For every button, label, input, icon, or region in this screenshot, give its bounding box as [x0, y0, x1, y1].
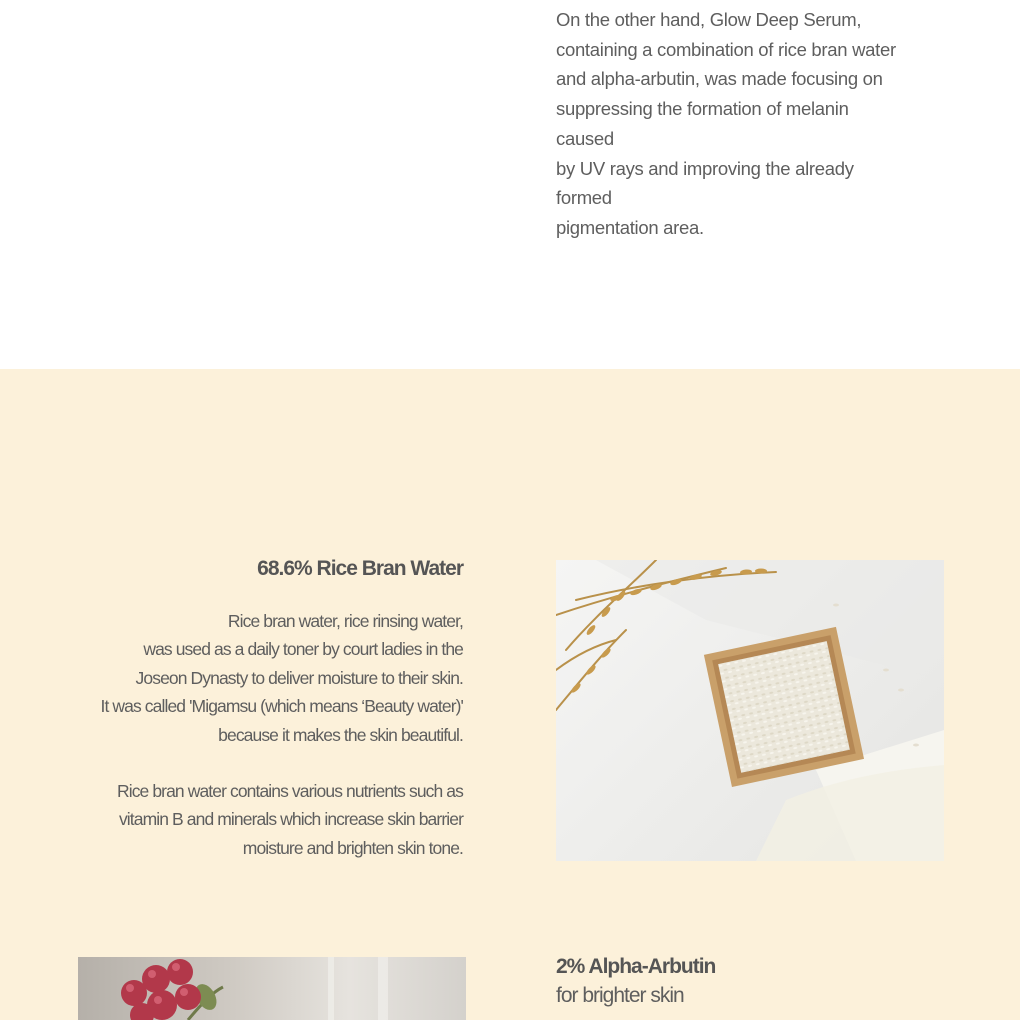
intro-line: pigmentation area. — [556, 216, 704, 238]
paragraph-line: It was called 'Migamsu (which means ‘Beauty water)' — [100, 696, 463, 717]
rice-bran-text-block — [43, 553, 463, 862]
rice-box-illustration — [556, 560, 944, 861]
paragraph-line: because it makes the skin beautiful. — [218, 724, 463, 745]
paragraph-line: Rice bran water, rice rinsing water, — [227, 611, 463, 631]
intro-line: On the other hand, Glow Deep Serum, — [556, 9, 862, 30]
intro-section — [0, 0, 1020, 369]
rice-bran-image — [556, 560, 944, 861]
intro-line: suppressing the formation of melanin caused — [556, 98, 849, 149]
alpha-arbutin-image — [78, 957, 466, 1020]
alpha-arbutin-title: 2% Alpha-Arbutin — [556, 955, 716, 978]
alpha-arbutin-subtitle: for brighter skin — [556, 984, 684, 1007]
intro-paragraph — [556, 5, 906, 243]
berry-illustration — [78, 957, 466, 1020]
intro-line: by UV rays and improving the already formed — [556, 157, 854, 209]
rice-bran-paragraph-2 — [43, 777, 463, 862]
rice-bran-title: 68.6% Rice Bran Water — [257, 557, 463, 580]
paragraph-line: Joseon Dynasty to deliver moisture to their skin. — [135, 667, 463, 688]
intro-line: and alpha-arbutin, was made focusing on — [556, 68, 883, 90]
paragraph-line: moisture and brighten skin tone. — [242, 837, 463, 858]
paragraph-line: Rice bran water contains various nutrients such as — [116, 781, 463, 802]
rice-bran-paragraph-1 — [43, 607, 463, 749]
paragraph-line: was used as a daily toner by court ladies in the — [143, 639, 463, 660]
intro-line: containing a combination of rice bran water — [556, 38, 896, 60]
alpha-arbutin-text-block — [556, 952, 956, 1010]
paragraph-line: vitamin B and minerals which increase skin barrier — [118, 809, 463, 830]
